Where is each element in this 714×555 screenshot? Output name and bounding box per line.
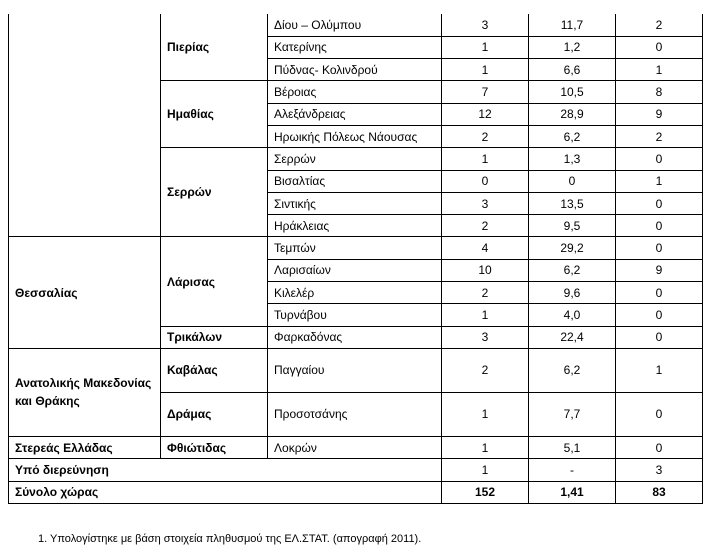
cases-table [8,14,703,504]
cases-cell: 3 [442,192,529,214]
municipality-cell: Δίου – Ολύμπου [268,14,442,36]
cases-cell: 1 [442,36,529,58]
table-row [9,14,703,36]
deaths-cell: 1 [616,348,703,392]
cases-cell: 0 [442,170,529,192]
under-investigation-row [9,459,703,481]
municipality-cell: Κιλελέρ [268,282,442,304]
prefecture-cell: Δράμας [161,392,268,436]
cases-cell: 10 [442,259,529,281]
rate-cell: 13,5 [529,192,616,214]
prefecture-cell: Ημαθίας [161,81,268,148]
total-cases-cell: 152 [442,481,529,503]
region-cell [9,14,161,237]
cases-cell: 4 [442,237,529,259]
total-rate-cell: 1,41 [529,481,616,503]
under-investigation-label: Υπό διερεύνηση [9,459,442,481]
prefecture-cell: Πιερίας [161,14,268,81]
rate-cell: 22,4 [529,326,616,348]
rate-cell: 7,7 [529,392,616,436]
rate-cell: 11,7 [529,14,616,36]
deaths-cell: 1 [616,59,703,81]
table-row [9,348,703,392]
rate-cell: 10,5 [529,81,616,103]
rate-cell: 0 [529,170,616,192]
cases-cell: 1 [442,148,529,170]
prefecture-cell: Λάρισας [161,237,268,326]
prefecture-cell: Καβάλας [161,348,268,392]
deaths-cell: 0 [616,192,703,214]
deaths-cell: 2 [616,14,703,36]
deaths-cell: 0 [616,148,703,170]
deaths-cell: 8 [616,81,703,103]
rate-cell: 4,0 [529,304,616,326]
rate-cell: 6,2 [529,125,616,147]
municipality-cell: Λαρισαίων [268,259,442,281]
deaths-cell: 0 [616,436,703,458]
cases-cell: 1 [442,304,529,326]
municipality-cell: Βέροιας [268,81,442,103]
deaths-cell: 9 [616,103,703,125]
municipality-cell: Σιντικής [268,192,442,214]
table-row [9,436,703,458]
cases-cell: 1 [442,59,529,81]
rate-cell: 6,2 [529,259,616,281]
region-cell: Στερεάς Ελλάδας [9,436,161,458]
rate-cell: 1,3 [529,148,616,170]
cases-cell: 1 [442,436,529,458]
cases-cell: 3 [442,14,529,36]
rate-cell: 1,2 [529,36,616,58]
deaths-cell: 0 [616,237,703,259]
deaths-cell: 9 [616,259,703,281]
rate-cell: - [529,459,616,481]
municipality-cell: Κατερίνης [268,36,442,58]
deaths-cell: 0 [616,36,703,58]
municipality-cell: Πύδνας- Κολινδρού [268,59,442,81]
deaths-cell: 1 [616,170,703,192]
deaths-cell: 0 [616,392,703,436]
cases-cell: 2 [442,348,529,392]
cases-cell: 2 [442,125,529,147]
rate-cell: 9,5 [529,215,616,237]
cases-table-body [9,14,703,503]
region-cell: Θεσσαλίας [9,237,161,348]
municipality-cell: Τυρνάβου [268,304,442,326]
rate-cell: 5,1 [529,436,616,458]
prefecture-cell: Φθιώτιδας [161,436,268,458]
municipality-cell: Παγγαίου [268,348,442,392]
municipality-cell: Βισαλτίας [268,170,442,192]
cases-cell: 2 [442,282,529,304]
rate-cell: 6,2 [529,348,616,392]
deaths-cell: 0 [616,304,703,326]
rate-cell: 6,6 [529,59,616,81]
deaths-cell: 0 [616,215,703,237]
municipality-cell: Αλεξάνδρειας [268,103,442,125]
municipality-cell: Ηρωικής Πόλεως Νάουσας [268,125,442,147]
municipality-cell: Ηράκλειας [268,215,442,237]
total-row [9,481,703,503]
rate-cell: 29,2 [529,237,616,259]
prefecture-cell: Τρικάλων [161,326,268,348]
deaths-cell: 3 [616,459,703,481]
cases-cell: 7 [442,81,529,103]
deaths-cell: 0 [616,282,703,304]
deaths-cell: 0 [616,326,703,348]
cases-cell: 2 [442,215,529,237]
cases-cell: 3 [442,326,529,348]
municipality-cell: Προσοτσάνης [268,392,442,436]
deaths-cell: 2 [616,125,703,147]
cases-cell: 12 [442,103,529,125]
rate-cell: 28,9 [529,103,616,125]
municipality-cell: Λοκρών [268,436,442,458]
total-label: Σύνολο χώρας [9,481,442,503]
cases-cell: 1 [442,392,529,436]
prefecture-cell: Σερρών [161,148,268,237]
total-deaths-cell: 83 [616,481,703,503]
rate-cell: 9,6 [529,282,616,304]
municipality-cell: Τεμπών [268,237,442,259]
municipality-cell: Φαρκαδόνας [268,326,442,348]
cases-cell: 1 [442,459,529,481]
footnote: 1. Υπολογίστηκε με βάση στοιχεία πληθυσμού της ΕΛ.ΣΤΑΤ. (απογραφή 2011). [38,533,422,545]
municipality-cell: Σερρών [268,148,442,170]
table-row [9,237,703,259]
region-cell: Ανατολικής Μακεδονίας και Θράκης [9,348,161,436]
